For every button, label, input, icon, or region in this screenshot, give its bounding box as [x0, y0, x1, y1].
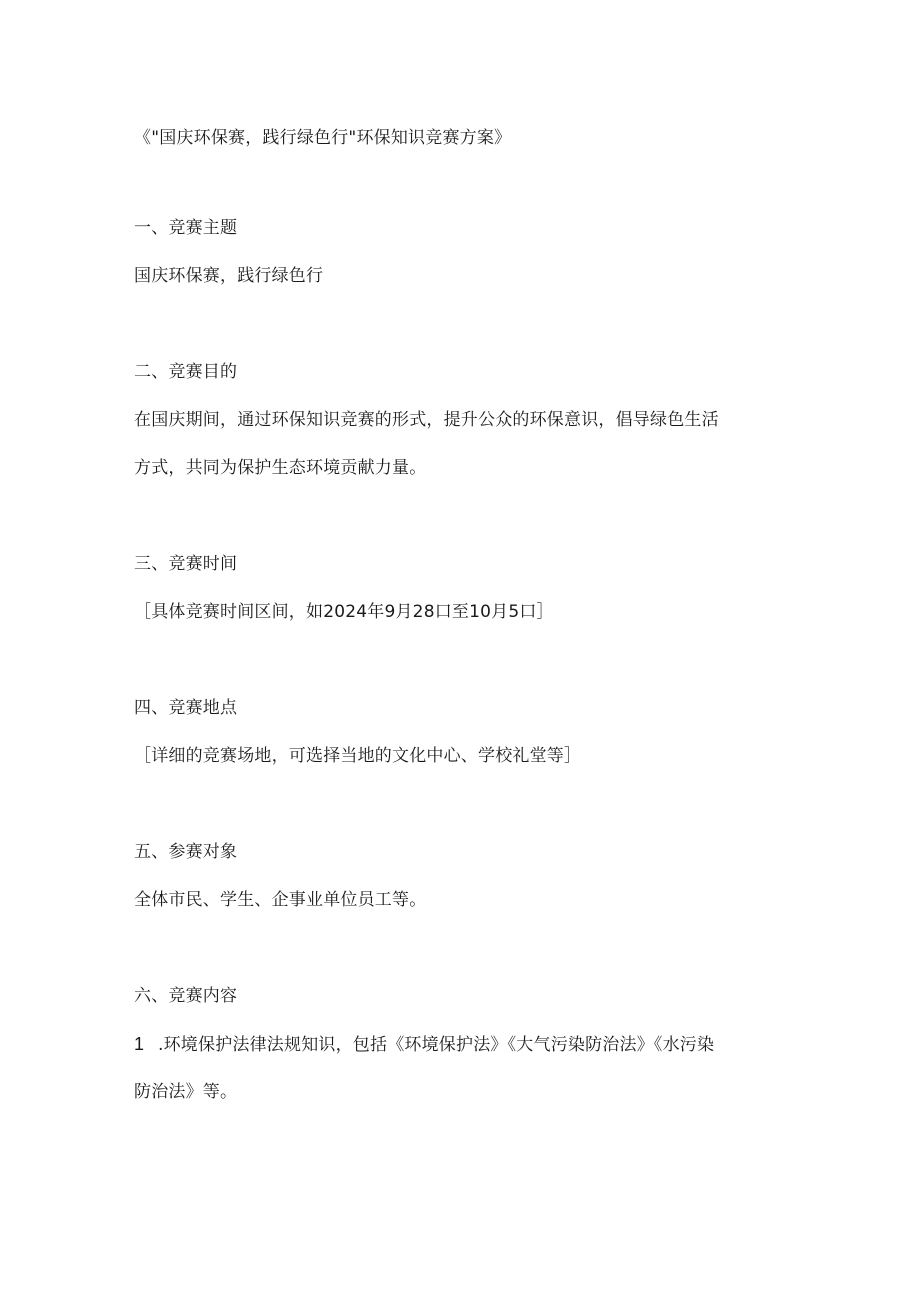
section-heading-participants: 五、参赛对象	[134, 842, 238, 862]
section-heading-location: 四、竞赛地点	[134, 698, 238, 718]
section-text-location: ［详细的竞赛场地，可选择当地的文化中心、学校礼堂等］	[134, 746, 582, 766]
section-heading-content: 六、竞赛内容	[134, 986, 238, 1006]
section-heading-purpose: 二、竞赛目的	[134, 362, 238, 382]
section-text-time: ［具体竞赛时间区间，如2024年9月28口至10月5口］	[134, 602, 554, 622]
list-item-number: 1	[134, 1034, 145, 1054]
section-heading-theme: 一、竞赛主题	[134, 218, 238, 238]
section-text-purpose-line-2: 方式，共同为保护生态环境贡献力量。	[134, 458, 427, 478]
document-title: 《"国庆环保赛，践行绿色行"环保知识竞赛方案》	[134, 128, 512, 148]
section-text-theme: 国庆环保赛，践行绿色行	[134, 266, 324, 286]
section-text-participants: 全体市民、学生、企事业单位员工等。	[134, 890, 427, 910]
list-item-text-line-2: 防治法》等。	[134, 1082, 238, 1102]
list-item-text-line-1: .环境保护法律法规知识，包括《环境保护法》《大气污染防治法》《水污染	[158, 1035, 715, 1055]
section-heading-time: 三、竞赛时间	[134, 554, 238, 574]
section-text-purpose-line-1: 在国庆期间，通过环保知识竞赛的形式，提升公众的环保意识，倡导绿色生活	[134, 410, 719, 430]
list-item-content-1	[134, 1032, 714, 1057]
